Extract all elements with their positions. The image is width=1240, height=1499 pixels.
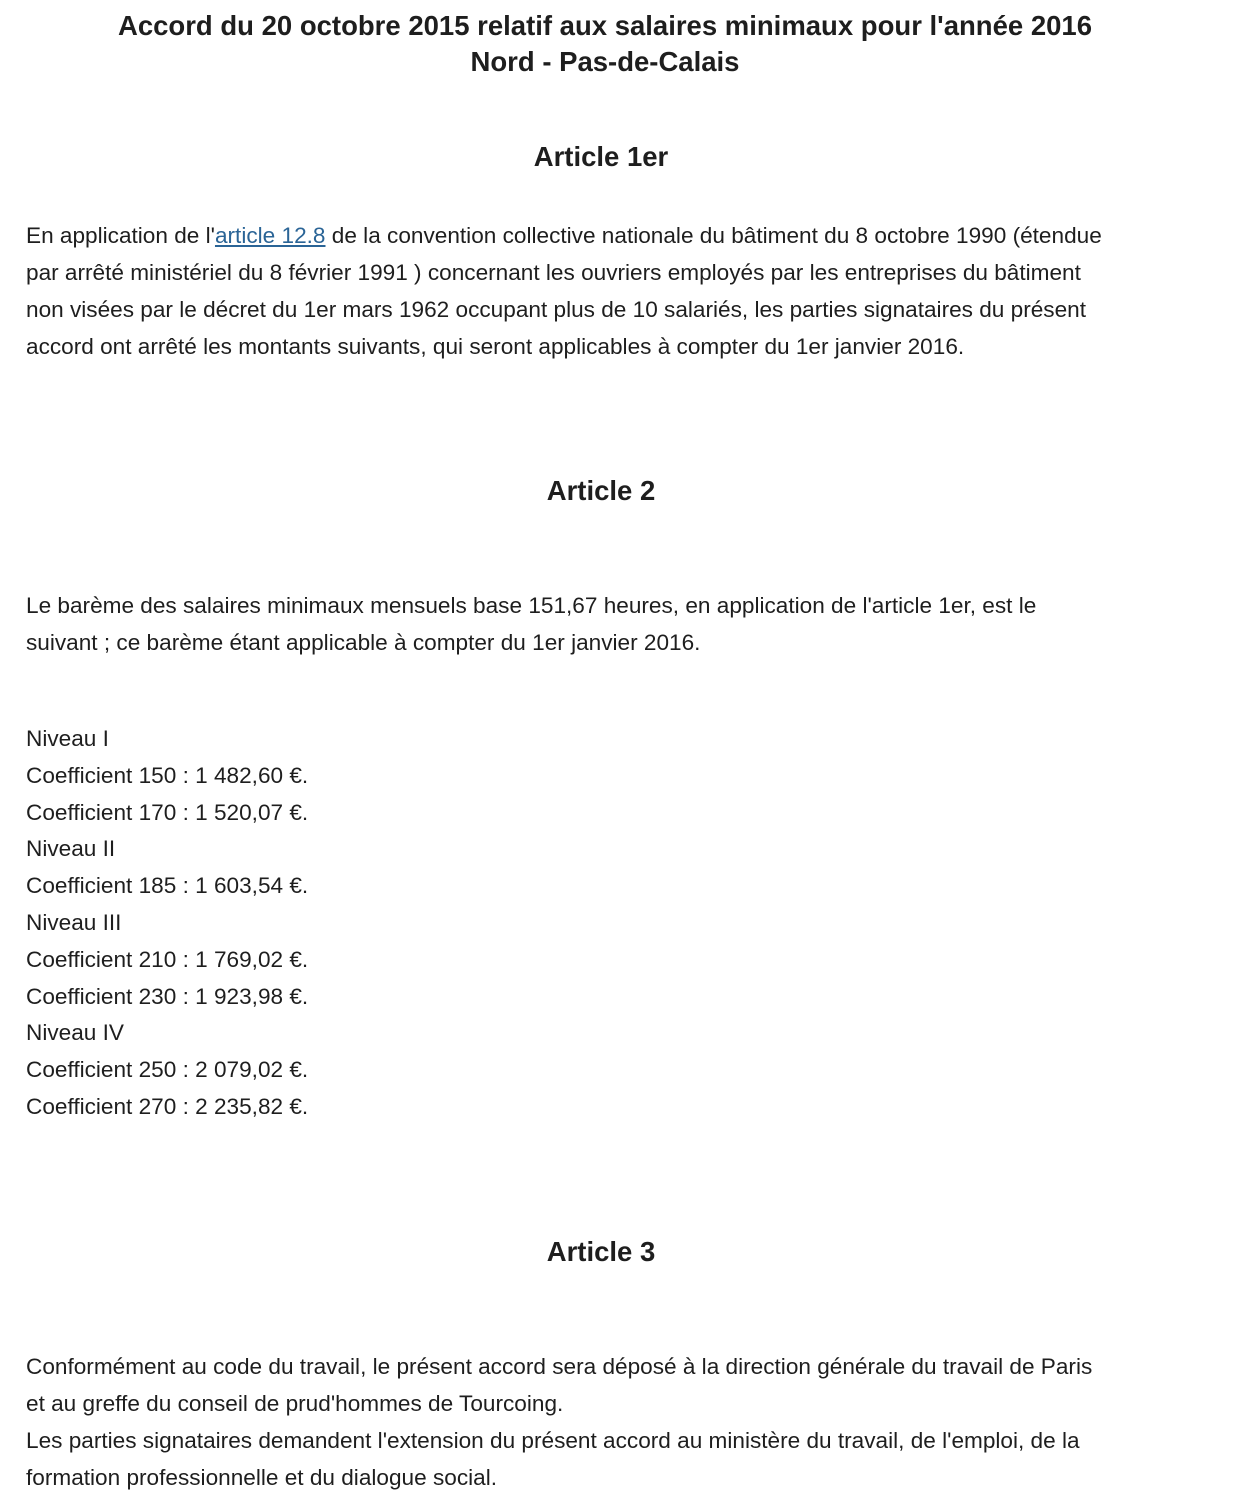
article-1-text-before-link: En application de l' <box>26 223 215 248</box>
scale-coefficient-250: Coefficient 250 : 2 079,02 €. <box>26 1057 309 1083</box>
article-1-line-2: par arrêté ministériel du 8 février 1991 ) concernant les ouvriers employés par les entreprises du bâtiment <box>26 260 1081 285</box>
article-2-heading: Article 2 <box>546 475 656 506</box>
scale-coefficient-185: Coefficient 185 : 1 603,54 €. <box>26 873 309 899</box>
document-title-line-2: Nord - Pas-de-Calais <box>470 46 740 77</box>
article-2-line-1: Le barème des salaires minimaux mensuels base 151,67 heures, en application de l'article 1er, est le <box>26 593 1037 618</box>
scale-coefficient-170: Coefficient 170 : 1 520,07 €. <box>26 799 309 825</box>
article-3-heading: Article 3 <box>546 1236 656 1267</box>
scale-coefficient-150: Coefficient 150 : 1 482,60 €. <box>26 762 309 788</box>
scale-coefficient-270: Coefficient 270 : 2 235,82 €. <box>26 1093 309 1119</box>
article-3-line-4: formation professionnelle et du dialogue social. <box>26 1465 497 1490</box>
article-1-paragraph <box>26 217 1216 365</box>
document-title <box>0 8 1210 80</box>
article-3-line-2: et au greffe du conseil de prud'hommes de Tourcoing. <box>26 1391 564 1416</box>
article-1-heading: Article 1er <box>533 141 669 172</box>
salary-scale-list <box>26 721 308 1126</box>
article-12-8-link[interactable]: article 12.8 <box>214 223 326 248</box>
article-1-text-after-link: de la convention collective nationale du bâtiment du 8 octobre 1990 (étendue <box>325 223 1102 248</box>
scale-coefficient-210: Coefficient 210 : 1 769,02 €. <box>26 946 309 972</box>
article-2-line-2: suivant ; ce barème étant applicable à compter du 1er janvier 2016. <box>26 630 701 655</box>
scale-level-3: Niveau III <box>26 909 122 935</box>
article-3-line-3: Les parties signataires demandent l'extension du présent accord au ministère du travail, de l'emploi, de la <box>26 1428 1080 1453</box>
article-3-paragraph <box>26 1348 1216 1496</box>
article-1-line-3: non visées par le décret du 1er mars 1962 occupant plus de 10 salariés, les parties signataires du présent <box>26 297 1087 322</box>
scale-level-4: Niveau IV <box>26 1020 124 1046</box>
article-3-line-1: Conformément au code du travail, le présent accord sera déposé à la direction générale du travail de Paris <box>26 1354 1093 1379</box>
scale-level-2: Niveau II <box>26 836 116 862</box>
scale-coefficient-230: Coefficient 230 : 1 923,98 €. <box>26 983 309 1009</box>
article-1-line-4: accord ont arrêté les montants suivants, qui seront applicables à compter du 1er janvier 2016. <box>26 334 965 359</box>
article-2-paragraph <box>26 587 1216 661</box>
scale-level-1: Niveau I <box>26 726 109 751</box>
document-title-line-1: Accord du 20 octobre 2015 relatif aux salaires minimaux pour l'année 2016 <box>117 10 1093 41</box>
article-1-line-1 <box>26 217 1216 254</box>
